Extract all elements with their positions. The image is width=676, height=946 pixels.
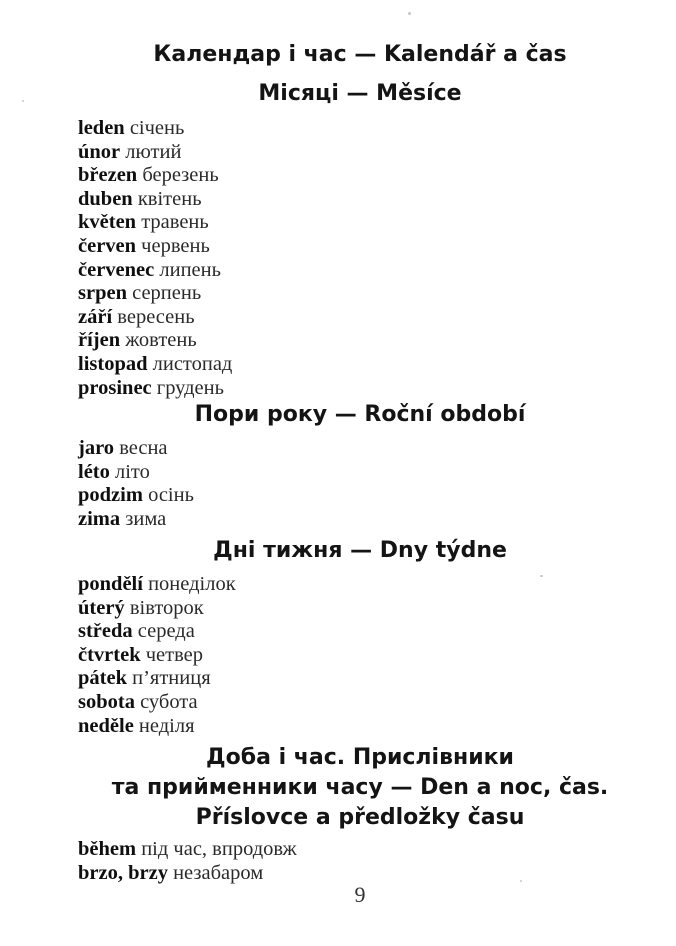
vocab-entry [78,377,232,401]
ukrainian-translation: під час, впродовж [141,838,297,860]
czech-word: léto [78,460,110,483]
ukrainian-translation: осінь [148,484,194,507]
vocab-entry [78,306,232,330]
vocab-entry [78,691,236,715]
vocab-entry [78,484,194,508]
czech-word: srpen [78,282,127,305]
czech-word: prosinec [78,376,152,399]
heading-daytime [60,743,660,833]
ukrainian-translation: вересень [117,305,195,328]
vocab-entry [78,235,232,259]
czech-word: červen [78,234,137,257]
ukrainian-translation: серпень [132,282,202,305]
vocab-entry [78,667,236,691]
ukrainian-translation: незабаром [173,861,264,884]
heading-months-text: Місяці — Měsíce [258,81,462,106]
daytime-list [78,838,297,885]
ukrainian-translation: зима [125,507,167,530]
ukrainian-translation: неділя [138,714,195,737]
vocab-entry [78,838,297,862]
ukrainian-translation: лютий [125,140,182,163]
vocab-entry [78,282,232,306]
months-list [78,117,232,400]
vocab-entry [78,597,236,621]
vocab-entry [78,437,194,461]
vocab-entry [78,211,232,235]
czech-word: sobota [78,690,135,713]
page-number: 9 [354,882,366,907]
ukrainian-translation: п’ятниця [132,667,211,690]
czech-word: jaro [78,437,115,459]
vocab-entry [78,353,232,377]
heading-weekdays-text: Дні тижня — Dny týdne [213,538,507,563]
heading-seasons-text: Пори року — Roční období [194,402,526,427]
czech-word: září [78,305,113,328]
vocab-entry [78,508,194,532]
vocab-entry [78,164,232,188]
czech-word: červenec [78,258,155,281]
ukrainian-translation: середа [137,620,195,643]
czech-word: úterý [78,596,125,619]
czech-word: brzo, brzy [78,861,168,884]
heading-daytime-line-2: та прийменники часу — Den a noc, čas. [111,775,609,800]
ukrainian-translation: субота [140,690,198,713]
ukrainian-translation: четвер [145,643,204,666]
czech-word: březen [78,164,138,187]
czech-word: listopad [78,352,148,375]
vocab-entry [78,715,236,739]
czech-word: středa [78,620,133,643]
ukrainian-translation: весна [119,437,168,459]
heading-calendar-text: Календар і час — Kalendář a čas [153,42,567,67]
vocab-entry [78,329,232,353]
vocab-entry [78,620,236,644]
scan-speck [408,12,411,15]
weekdays-list [78,573,236,738]
vocab-entry [78,644,236,668]
scan-speck [540,575,543,577]
heading-daytime-line-1: Доба і час. Прислівники [206,745,514,770]
czech-word: pátek [78,667,127,690]
heading-calendar [60,40,660,70]
ukrainian-translation: грудень [156,376,224,399]
czech-word: podzim [78,484,143,507]
vocab-entry [78,259,232,283]
ukrainian-translation: понеділок [148,573,236,595]
czech-word: duben [78,187,133,210]
ukrainian-translation: вівторок [129,596,204,619]
vocab-entry [78,188,232,212]
vocab-entry [78,141,232,165]
vocab-entry [78,573,236,597]
czech-word: pondělí [78,573,143,595]
vocab-entry [78,117,232,141]
czech-word: neděle [78,714,134,737]
czech-word: únor [78,140,121,163]
heading-months [60,79,660,109]
czech-word: leden [78,117,125,139]
ukrainian-translation: листопад [152,352,233,375]
ukrainian-translation: травень [141,211,209,234]
ukrainian-translation: березень [142,164,219,187]
ukrainian-translation: червень [141,234,210,257]
seasons-list [78,437,194,531]
czech-word: říjen [78,329,121,352]
ukrainian-translation: липень [159,258,221,281]
czech-word: zima [78,507,121,530]
czech-word: během [78,838,137,860]
vocab-entry [78,862,297,886]
scan-speck [520,880,522,882]
ukrainian-translation: квітень [137,187,202,210]
heading-daytime-line-3: Příslovce a předložky času [195,805,525,830]
ukrainian-translation: жовтень [125,329,197,352]
czech-word: čtvrtek [78,643,141,666]
ukrainian-translation: літо [115,460,150,483]
ukrainian-translation: січень [129,117,185,139]
heading-seasons [60,400,660,430]
heading-weekdays [60,536,660,566]
vocab-entry [78,461,194,485]
scan-speck [22,100,24,102]
czech-word: květen [78,211,137,234]
